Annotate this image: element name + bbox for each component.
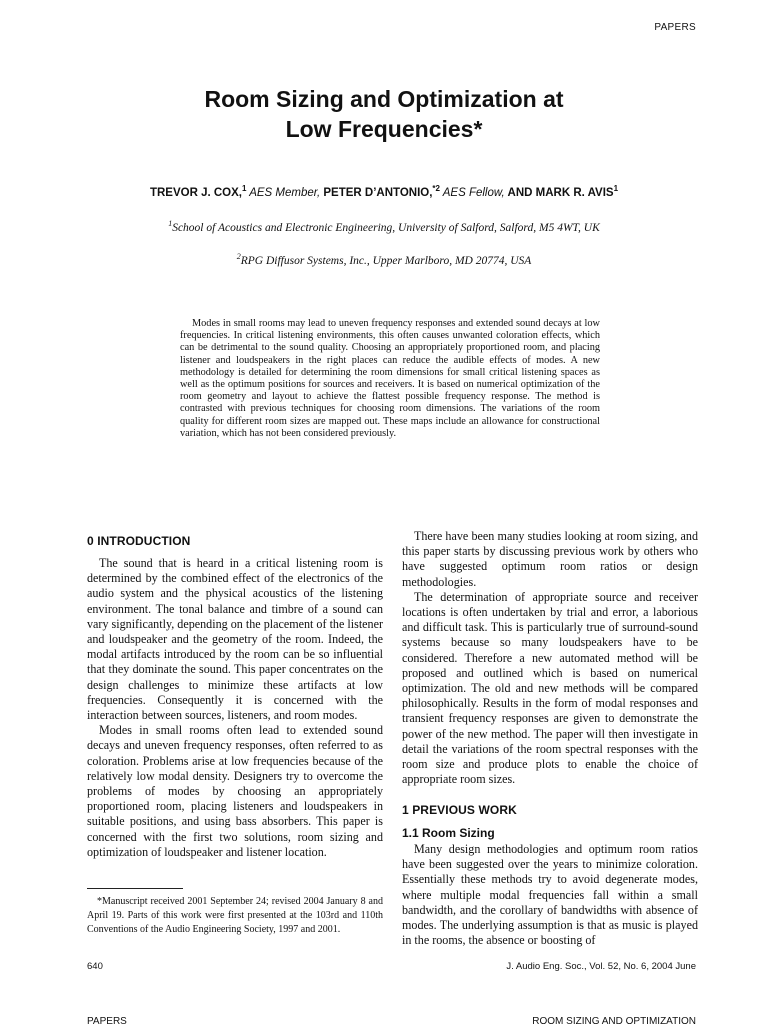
affiliation-2-text: RPG Diffusor Systems, Inc., Upper Marlboro, MD 20774, USA (240, 254, 532, 267)
next-page-header-left: PAPERS (87, 1016, 127, 1027)
author-line (0, 184, 768, 199)
affiliation-2-sup: 2 (236, 252, 241, 261)
author-2: PETER D’ANTONIO, (320, 186, 433, 199)
paragraph: Many design methodologies and optimum room ratios have been suggested over the years to minimize coloration. Essentially these methods try to avoid degenerate modes, where multiple modal frequencies fall within a small bandwidth, and the corollary of bandwidths with absence of modes. The underlying assumption is that as music is played in the rooms, the absence or boosting of (402, 842, 698, 948)
next-page-header-right: ROOM SIZING AND OPTIMIZATION (532, 1016, 696, 1027)
author-1-sup: 1 (241, 184, 247, 193)
paper-title (0, 84, 768, 144)
author-3: AND MARK R. AVIS (504, 186, 614, 199)
title-line-1: Room Sizing and Optimization at (204, 86, 564, 112)
section-heading-introduction: 0 INTRODUCTION (87, 534, 191, 548)
author-1: TREVOR J. COX, (149, 186, 242, 199)
affiliation-1-text: School of Acoustics and Electronic Engineering, University of Salford, Salford, M5 4WT, UK (172, 221, 600, 234)
affiliation-1-sup: 1 (168, 219, 173, 228)
paragraph: The sound that is heard in a critical listening room is determined by the combined effect of the electronics of the audio system and the physical acoustics of the listening environment. The tonal balance and timbre of a sound can vary significantly, depending on the placement of the listener and loudspeaker and the geometry of the room. Indeed, the modal artifacts introduced by the room can be so influential that they dominate the sound. This paper concentrates on the design challenges to minimize these artifacts at low frequencies. Consequently it is concerned with the interaction between sources, listeners, and room modes. (87, 556, 383, 723)
right-column-continued (402, 842, 698, 948)
author-1-role: AES Member, (246, 186, 321, 199)
affiliation-2 (0, 252, 768, 267)
right-column (402, 529, 698, 787)
left-column (87, 556, 383, 860)
journal-reference: J. Audio Eng. Soc., Vol. 52, No. 6, 2004 June (506, 961, 696, 972)
author-2-role: AES Fellow, (439, 186, 505, 199)
title-line-2: Low Frequencies* (285, 116, 483, 142)
running-header: PAPERS (654, 22, 696, 33)
paragraph: Modes in small rooms often lead to extended sound decays and uneven frequency responses, often referred to as coloration. Problems arise at low frequencies because of the relatively low modal density. Designers try to overcome the problems of modes by choosing an appropriately proportioned room, placing listeners and loudspeakers in suitable positions, and using bass absorbers. This paper is concerned with the first two solutions, room sizing and optimization of loudspeaker and listener location. (87, 723, 383, 859)
subsection-heading-room-sizing: 1.1 Room Sizing (402, 826, 495, 840)
affiliation-1 (0, 219, 768, 234)
footnote: *Manuscript received 2001 September 24; revised 2004 January 8 and April 19. Parts of this work were first presented at the 103rd and 110th Conventions of the Audio Engineering Society, 1997 and 2001. (87, 896, 383, 935)
author-3-sup: 1 (613, 184, 619, 193)
section-heading-previous-work: 1 PREVIOUS WORK (402, 803, 517, 817)
abstract: Modes in small rooms may lead to uneven frequency responses and extended sound decays at low frequencies. In critical listening environments, this often causes unwanted coloration effects, which can be detrimental to the sound quality. Choosing an appropriately proportioned room, and placing listener and loudspeakers in the right places can reduce the audible effects of modes. A new methodology is detailed for determining the room dimensions for small critical listening spaces as well as the optimum positions for sources and receivers. It is based on numerical optimization of the room geometry and layout to achieve the flattest possible frequency response. The method is contrasted with previous techniques for choosing room dimensions. The variations of the room quality for different room sizes are mapped out. These maps include an allowance for constructional variation, which has not been considered previously. (180, 318, 600, 439)
paragraph: There have been many studies looking at room sizing, and this paper starts by discussing previous work by others who have suggested optimum room ratios or design methodologies. (402, 529, 698, 589)
footnote-divider (87, 888, 183, 889)
author-2-sup: *2 (432, 184, 440, 193)
paragraph: The determination of appropriate source and receiver locations is often undertaken by trial and error, a laborious and difficult task. This is particularly true of surround-sound systems because so many loudspeakers have to be considered. Therefore a new automated method will be proposed and outlined which is based on numerical optimization. The old and new methods will be compared philosophically. Results in the form of modal responses and transient frequency responses are given to demonstrate the power of the new method. The paper will then investigate in detail the variations of the room spectral responses with the room size and produce plots to enable the choice of appropriate room sizes. (402, 589, 698, 787)
page-number: 640 (87, 961, 103, 972)
